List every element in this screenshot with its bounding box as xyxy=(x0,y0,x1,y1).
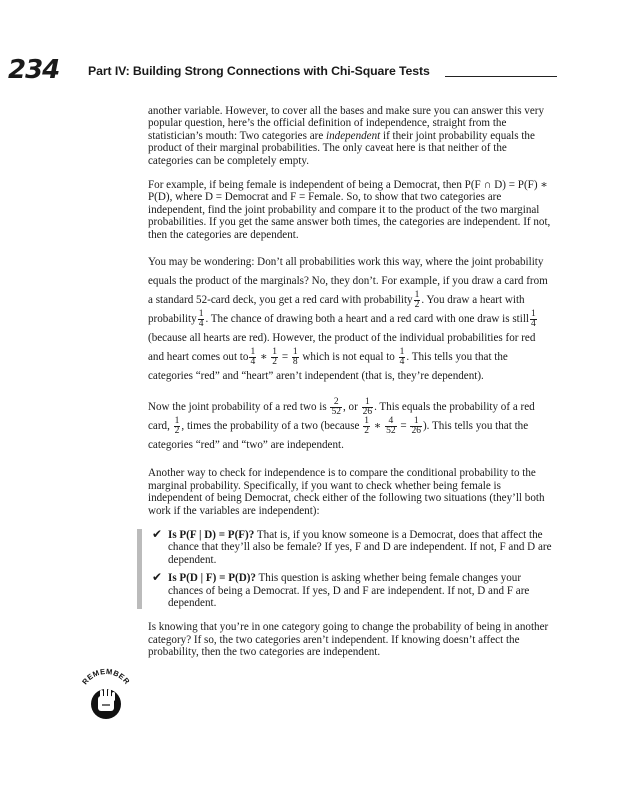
page-body xyxy=(148,105,553,671)
fraction-one-half: $\frac{1}{2}$ xyxy=(414,290,420,311)
paragraph-red-two: Now the joint probability of a red two is $\frac{2}{52}$ , or $\frac{1}{26}$ . This equals the probability of a red card, $\frac{1}{2}$ , times the probability of a two (because $\frac{1}{2}$ ∗ $\frac{4}{52}$ = $\frac{1}{26}$ ). This tells you that the categories “red” and “two” are independent. xyxy=(148,397,535,452)
list-item: ✔ Is P(D | F) = P(D)? This question is asking whether being female changes your chances of being a Democrat. If yes, D and F are independent. If not, D and F are dependent. xyxy=(152,570,530,609)
fraction-one-half: $\frac{1}{2}$ xyxy=(272,347,278,368)
paragraph-remember: Is knowing that you’re in one category going to change the probability of being in another category? If so, the two categories aren’t independent. If knowing doesn’t affect the probability, then the two categories are independent. xyxy=(148,621,549,659)
header-rule xyxy=(445,76,557,77)
check-icon: ✔ xyxy=(152,570,163,585)
emphasis-independent: independent xyxy=(326,129,381,142)
page-header xyxy=(8,55,553,85)
fraction-one-quarter: $\frac{1}{4}$ xyxy=(250,347,256,368)
check-icon: ✔ xyxy=(152,526,163,541)
svg-text:REMEMBER xyxy=(80,667,132,686)
page-number: 234 xyxy=(8,55,60,85)
checklist xyxy=(137,526,552,609)
fraction-one-half: $\frac{1}{2}$ xyxy=(174,416,180,437)
paragraph-card-example: You may be wondering: Don’t all probabilities work this way, where the joint probability equals the product of the marginals? No, they don’t. For example, if you draw a card from a standard 52-card deck, you get a red card with probability $\frac{1}{2}$ . You draw a heart with probability $\frac{1}{4}$ . The chance of drawing both a heart and a red card with one draw is still $\frac{1}{4}$ (because all hearts are red). However, the product of the individual probabilities for red and heart comes out to $\frac{1}{4}$ ∗ $\frac{1}{2}$ = $\frac{1}{8}$ which is not equal to $\frac{1}{4}$ . This tells you that the categories “red” and “heart” aren’t independent (that is, they’re dependent). xyxy=(148,256,548,383)
fraction-one-quarter: $\frac{1}{4}$ xyxy=(399,347,405,368)
remember-label: REMEMBER xyxy=(80,666,132,687)
fraction-two-52: $\frac{2}{52}$ xyxy=(331,397,341,418)
running-title: Part IV: Building Strong Connections with Chi-Square Tests xyxy=(88,64,430,78)
paragraph-definition: another variable. However, to cover all the bases and make sure you can answer this very popular question, here’s the official definition of independence, straight from the statistician’s mouth: Two categories are independent if their joint probability equals the product of their marginal probabilities. The only caveat here is that neither of the categories can be completely empty. xyxy=(148,105,545,167)
fraction-one-eighth: $\frac{1}{8}$ xyxy=(292,347,298,368)
fraction-one-half: $\frac{1}{2}$ xyxy=(364,416,370,437)
fraction-one-26: $\frac{1}{26}$ xyxy=(411,416,421,437)
fraction-one-quarter: $\frac{1}{4}$ xyxy=(531,309,536,330)
fraction-one-quarter: $\frac{1}{4}$ xyxy=(198,309,204,330)
fraction-four-52: $\frac{4}{52}$ xyxy=(386,416,396,437)
paragraph-conditional: Another way to check for independence is to compare the conditional probability to the marginal probability. Specifically, if you want to check whether being female is independent of being Democrat, check either of the following two situations (they’ll both work if the variables are independent): xyxy=(148,467,545,517)
remember-icon xyxy=(76,662,136,722)
list-item: ✔ Is P(F | D) = P(F)? That is, if you know someone is a Democrat, does that affect the chance that they’ll also be female? If yes, F and D are independent. If not, F and D are dependent. xyxy=(152,526,552,566)
fraction-one-26: $\frac{1}{26}$ xyxy=(362,397,373,418)
paragraph-example: For example, if being female is independent of being a Democrat, then P(F ∩ D) = P(F) ∗ P(D), where D = Democrat and F = Female. So, to show that two categories are independent, find the joint probability and compare it to the product of the two marginal probabilities. If you get the same answer both times, the categories are independent. If not, then the categories are dependent. xyxy=(148,179,551,241)
